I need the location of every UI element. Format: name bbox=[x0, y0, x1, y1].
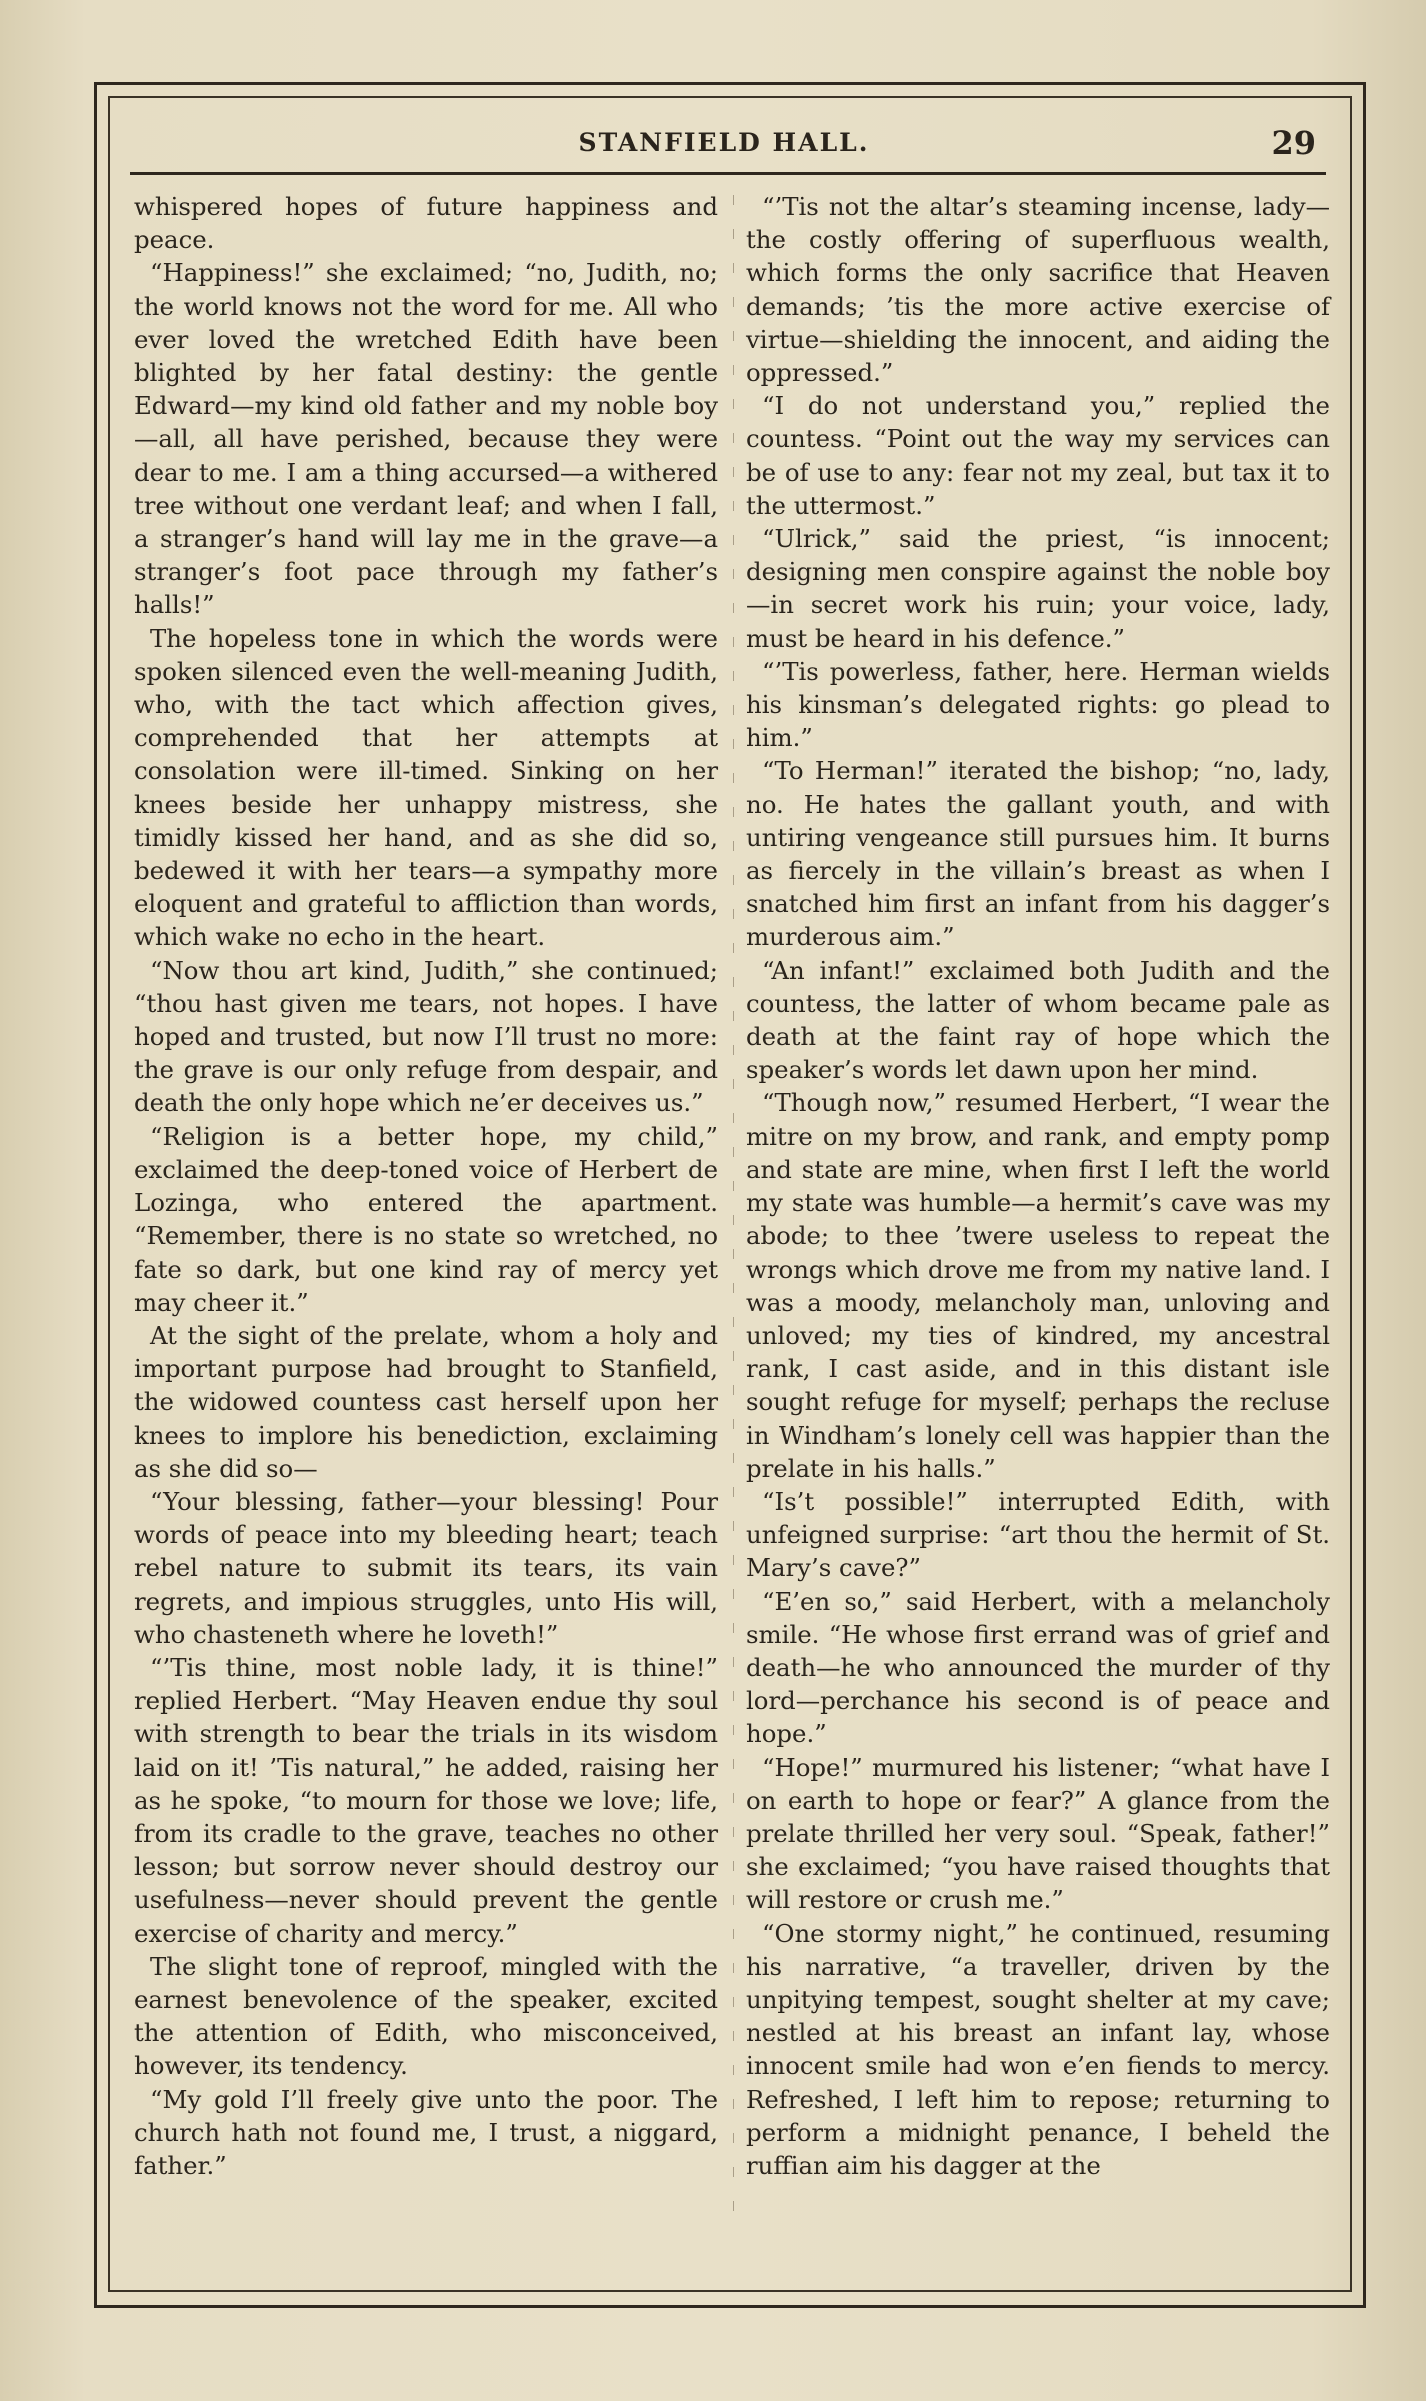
paragraph: “’Tis not the altar’s steaming incense, lady—the costly offering of superfluous wealth, which forms the only sacrifice that Heaven demands; ’tis the more active exercise of virtue—shielding the innocent, and aiding the oppressed.” bbox=[746, 192, 1330, 388]
right-column bbox=[746, 190, 1330, 2182]
paragraph: “My gold I’ll freely give unto the poor. The church hath not found me, I trust, a niggard, father.” bbox=[134, 2084, 718, 2180]
paragraph: “Is’t possible!” interrupted Edith, with unfeigned surprise: “art thou the hermit of St. Mary’s cave?” bbox=[746, 1486, 1330, 1583]
paragraph: “E’en so,” said Herbert, with a melancholy smile. “He whose first errand was of grief and death—he who announced the murder of thy lord—perchance his second is of peace and hope.” bbox=[746, 1586, 1330, 1749]
running-title: STANFIELD HALL. bbox=[578, 128, 870, 157]
paragraph: “To Herman!” iterated the bishop; “no, lady, no. He hates the gallant youth, and with untiring vengeance still pursues him. It burns as fiercely in the villain’s breast as when I snatched him first an infant from his dagger’s murderous aim.” bbox=[746, 756, 1330, 952]
paragraph: “Though now,” resumed Herbert, “I wear the mitre on my brow, and rank, and empty pomp and state are mine, when first I left the world my state was humble—a hermit’s cave was my abode; to thee ’twere useless to repeat the wrongs which drove me from my native land. I was a moody, melancholy man, unloving and unloved; my ties of kindred, my ancestral rank, I cast aside, and in this distant isle sought refuge for myself; perhaps the recluse in Windham’s lonely cell was happier than the prelate in his halls.” bbox=[746, 1088, 1330, 1483]
header-rule bbox=[130, 172, 1326, 175]
paragraph: “Ulrick,” said the priest, “is innocent; designing men conspire against the noble boy—in secret work his ruin; your voice, lady, must be heard in his defence.” bbox=[746, 524, 1330, 653]
paragraph: “’Tis powerless, father, here. Herman wields his kinsman’s delegated rights: go plead to him.” bbox=[746, 656, 1330, 753]
paragraph: The slight tone of reproof, mingled with the earnest benevolence of the speaker, excited the attention of Edith, who misconceived, however, its tendency. bbox=[134, 1951, 718, 2081]
paragraph: “’Tis thine, most noble lady, it is thine!” replied Herbert. “May Heaven endue thy soul with strength to bear the trials in its wisdom laid on it! ’Tis natural,” he added, raising her as he spoke, “to mourn for those we love; life, from its cradle to the grave, teaches no other lesson; but sorrow never should destroy our usefulness—never should prevent the gentle exercise of charity and mercy.” bbox=[134, 1652, 718, 1948]
paragraph: “Your blessing, father—your blessing! Pour words of peace into my bleeding heart; teach rebel nature to submit its tears, its vain regrets, and impious struggles, unto His will, who chasteneth where he loveth!” bbox=[134, 1486, 718, 1649]
column-divider bbox=[733, 195, 734, 2225]
paragraph: “Now thou art kind, Judith,” she continued; “thou hast given me tears, not hopes. I have hoped and trusted, but now I’ll trust no more: the grave is our only refuge from despair, and death the only hope which ne’er deceives us.” bbox=[134, 955, 718, 1118]
paragraph: whispered hopes of future happiness and peace. bbox=[134, 192, 718, 255]
paragraph: At the sight of the prelate, whom a holy and important purpose had brought to Stanfield, the widowed countess cast herself upon her knees to implore his benediction, exclaiming as she did so— bbox=[134, 1320, 718, 1483]
left-column bbox=[134, 190, 718, 2182]
paragraph: “Hope!” murmured his listener; “what have I on earth to hope or fear?” A glance from the prelate thrilled her very soul. “Speak, father!” she exclaimed; “you have raised thoughts that will restore or crush me.” bbox=[746, 1752, 1330, 1915]
paragraph: “Religion is a better hope, my child,” exclaimed the deep-toned voice of Herbert de Lozinga, who entered the apartment. “Remember, there is no state so wretched, no fate so dark, but one kind ray of mercy yet may cheer it.” bbox=[134, 1121, 718, 1317]
paragraph: “One stormy night,” he continued, resuming his narrative, “a traveller, driven by the unpitying tempest, sought shelter at my cave; nestled at his breast an infant lay, whose innocent smile had won e’en fiends to mercy. Refreshed, I left him to repose; returning to perform a midnight penance, I beheld the ruffian aim his dagger at the bbox=[746, 1918, 1330, 2180]
paragraph: The hopeless tone in which the words were spoken silenced even the well-meaning Judith, who, with the tact which affection gives, comprehended that her attempts at consolation were ill-timed. Sinking on her knees beside her unhappy mistress, she timidly kissed her hand, and as she did so, bedewed it with her tears—a sympathy more eloquent and grateful to affliction than words, which wake no echo in the heart. bbox=[134, 623, 718, 952]
page-number: 29 bbox=[1271, 124, 1316, 162]
paragraph: “Happiness!” she exclaimed; “no, Judith, no; the world knows not the word for me. All who ever loved the wretched Edith have been blighted by her fatal destiny: the gentle Edward—my kind old father and my noble boy—all, all have perished, because they were dear to me. I am a thing accursed—a withered tree without one verdant leaf; and when I fall, a stranger’s hand will lay me in the grave—a stranger’s foot pace through my father’s halls!” bbox=[134, 258, 718, 620]
paragraph: “I do not understand you,” replied the countess. “Point out the way my services can be of use to any: fear not my zeal, but tax it to the uttermost.” bbox=[746, 391, 1330, 520]
paragraph: “An infant!” exclaimed both Judith and the countess, the latter of whom became pale as death at the faint ray of hope which the speaker’s words let dawn upon her mind. bbox=[746, 955, 1330, 1085]
page-header bbox=[124, 124, 1324, 164]
